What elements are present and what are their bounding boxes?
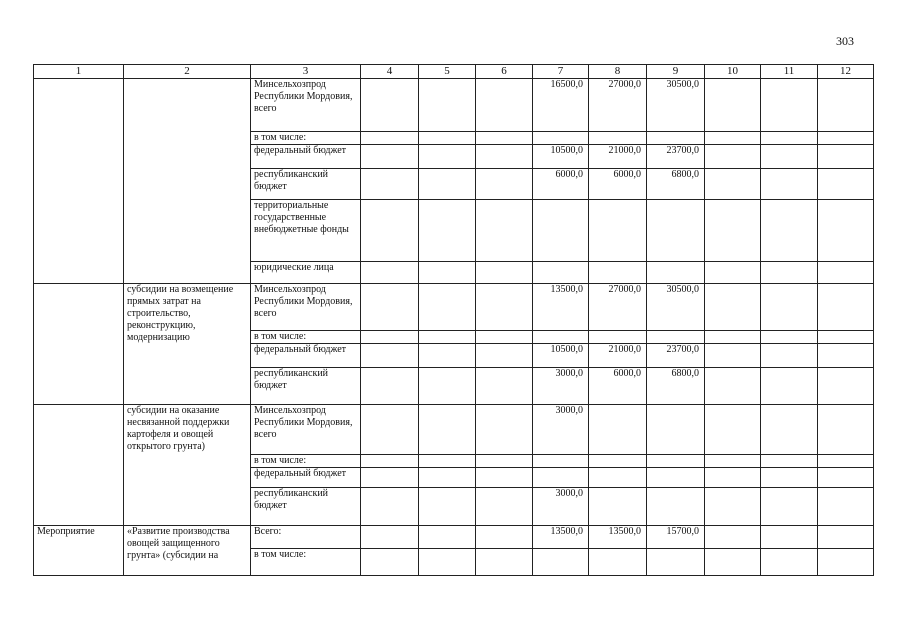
value-cell: 3000,0 [533, 405, 589, 455]
value-cell [589, 488, 647, 526]
value-cell: 23700,0 [647, 344, 705, 368]
budget-table [33, 64, 874, 576]
source-cell: республиканский бюджет [251, 169, 361, 200]
table-row [34, 284, 874, 331]
header-cell: 10 [705, 65, 761, 79]
header-cell: 6 [476, 65, 533, 79]
header-cell: 8 [589, 65, 647, 79]
value-cell: 6000,0 [533, 169, 589, 200]
header-row [34, 65, 874, 79]
activity-cell [34, 405, 124, 526]
description-cell: «Развитие производства овощей защищенного грунта» (субсидии на [124, 526, 251, 576]
header-cell: 4 [361, 65, 419, 79]
value-cell: 6000,0 [589, 368, 647, 405]
value-cell: 10500,0 [533, 344, 589, 368]
activity-cell [34, 79, 124, 284]
header-cell: 11 [761, 65, 818, 79]
source-cell: в том числе: [251, 455, 361, 468]
header-cell: 9 [647, 65, 705, 79]
value-cell: 30500,0 [647, 284, 705, 331]
value-cell: 6800,0 [647, 368, 705, 405]
table-row [34, 526, 874, 549]
value-cell [647, 468, 705, 488]
source-cell: федеральный бюджет [251, 468, 361, 488]
source-cell: в том числе: [251, 549, 361, 576]
description-cell: субсидии на оказание несвязанной поддержки картофеля и овощей открытого грунта) [124, 405, 251, 526]
value-cell: 21000,0 [589, 145, 647, 169]
value-cell: 21000,0 [589, 344, 647, 368]
value-cell: 27000,0 [589, 284, 647, 331]
value-cell [589, 405, 647, 455]
header-cell: 12 [818, 65, 874, 79]
description-cell: субсидии на возмещение прямых затрат на строительство, реконструкцию, модернизацию [124, 284, 251, 405]
source-cell: республиканский бюджет [251, 488, 361, 526]
source-cell: в том числе: [251, 132, 361, 145]
value-cell: 23700,0 [647, 145, 705, 169]
page-number: 303 [836, 34, 854, 48]
source-cell: юридические лица [251, 262, 361, 284]
value-cell [647, 405, 705, 455]
value-cell: 13500,0 [589, 526, 647, 549]
header-cell: 7 [533, 65, 589, 79]
source-cell: федеральный бюджет [251, 145, 361, 169]
value-cell: 3000,0 [533, 488, 589, 526]
value-cell: 13500,0 [533, 526, 589, 549]
activity-cell: Мероприятие [34, 526, 124, 576]
header-cell: 1 [34, 65, 124, 79]
source-cell: в том числе: [251, 331, 361, 344]
value-cell: 6000,0 [589, 169, 647, 200]
source-cell: Всего: [251, 526, 361, 549]
table-row [34, 79, 874, 132]
source-cell: федеральный бюджет [251, 344, 361, 368]
source-cell: Минсельхозпрод Республики Мордовия, всего [251, 79, 361, 132]
value-cell: 13500,0 [533, 284, 589, 331]
value-cell: 16500,0 [533, 79, 589, 132]
source-cell: Минсельхозпрод Республики Мордовия, всего [251, 405, 361, 455]
header-cell: 3 [251, 65, 361, 79]
value-cell: 3000,0 [533, 368, 589, 405]
header-cell: 2 [124, 65, 251, 79]
value-cell [533, 468, 589, 488]
table-row [34, 405, 874, 455]
source-cell: республиканский бюджет [251, 368, 361, 405]
value-cell: 30500,0 [647, 79, 705, 132]
value-cell: 27000,0 [589, 79, 647, 132]
value-cell: 15700,0 [647, 526, 705, 549]
source-cell: Минсельхозпрод Республики Мордовия, всего [251, 284, 361, 331]
description-cell [124, 79, 251, 284]
activity-cell [34, 284, 124, 405]
value-cell [589, 468, 647, 488]
source-cell: территориальные государственные внебюджетные фонды [251, 200, 361, 262]
header-cell: 5 [419, 65, 476, 79]
value-cell: 10500,0 [533, 145, 589, 169]
value-cell: 6800,0 [647, 169, 705, 200]
value-cell [647, 488, 705, 526]
